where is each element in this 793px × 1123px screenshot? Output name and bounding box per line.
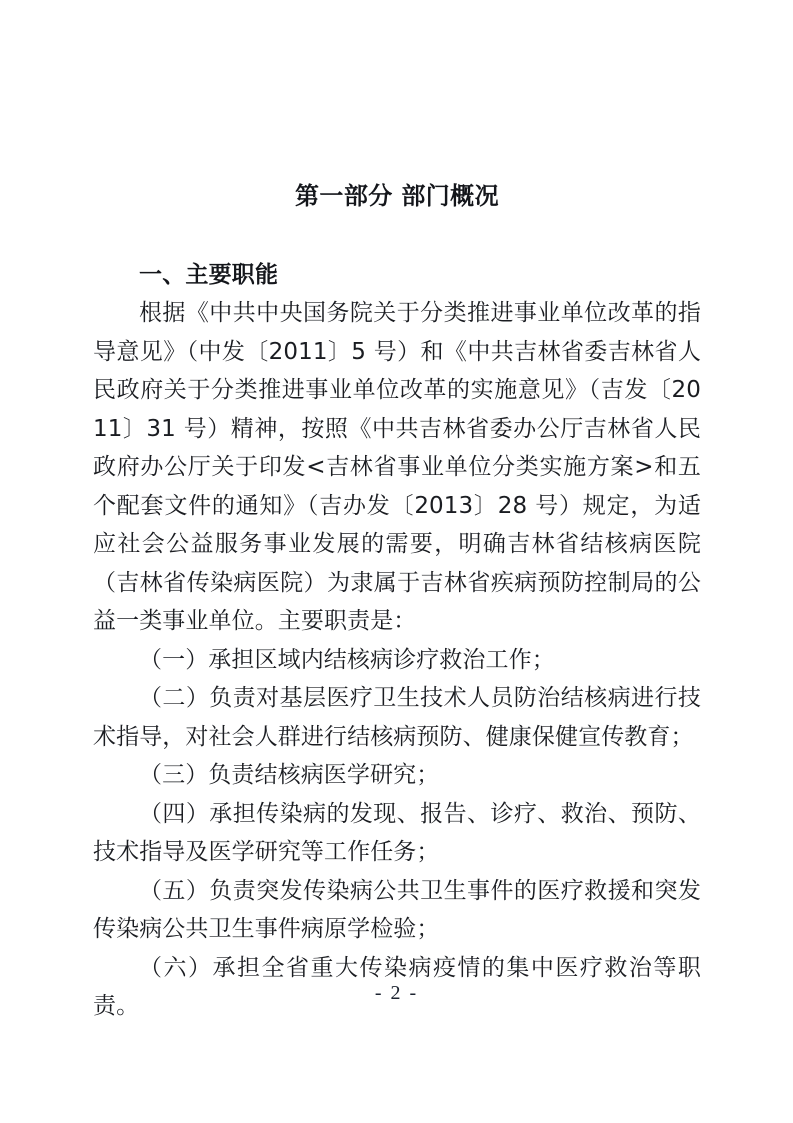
duty-item-2: （二）负责对基层医疗卫生技术人员防治结核病进行技术指导，对社会人群进行结核病预防、健康保健宣传教育； [93, 685, 701, 750]
section-heading-main-duties: 一、主要职能 [139, 261, 279, 288]
duty-item-1: （一）承担区域内结核病诊疗救治工作； [139, 646, 555, 673]
duty-item-4: （四）承担传染病的发现、报告、诊疗、救治、预防、技术指导及医学研究等工作任务； [93, 800, 701, 865]
page-number-footer: - 2 - [374, 982, 419, 1004]
title-spacer [93, 216, 701, 256]
duty-item-3: （三）负责结核病医学研究； [139, 762, 440, 788]
duty-item-6: （六）承担全省重大传染病疫情的集中医疗救治等职责。 [93, 954, 701, 1019]
body-paragraph: 根据《中共中央国务院关于分类推进事业单位改革的指导意见》（中发〔2011〕5 号）和《中共吉林省委吉林省人民政府关于分类推进事业单位改革的实施意见》（吉发〔2011〕31 号）精神，按照《中共吉林省委办公厅吉林省人民政府办公厅关于印发<吉林省事业单位分类实施方案>和五个配套文件的通知》（吉办发〔2013〕28 号）规定，为适应社会公益服务事业发展的需要，明确吉林省结核病医院（吉林省传染病医院）为隶属于吉林省疾病预防控制局的公益一类事业单位。主要职责是： [93, 300, 701, 634]
duty-item-5: （五）负责突发传染病公共卫生事件的医疗救援和突发传染病公共卫生事件病原学检验； [93, 877, 701, 942]
document-content [93, 0, 701, 1026]
page-title: 第一部分 部门概况 [295, 182, 499, 210]
